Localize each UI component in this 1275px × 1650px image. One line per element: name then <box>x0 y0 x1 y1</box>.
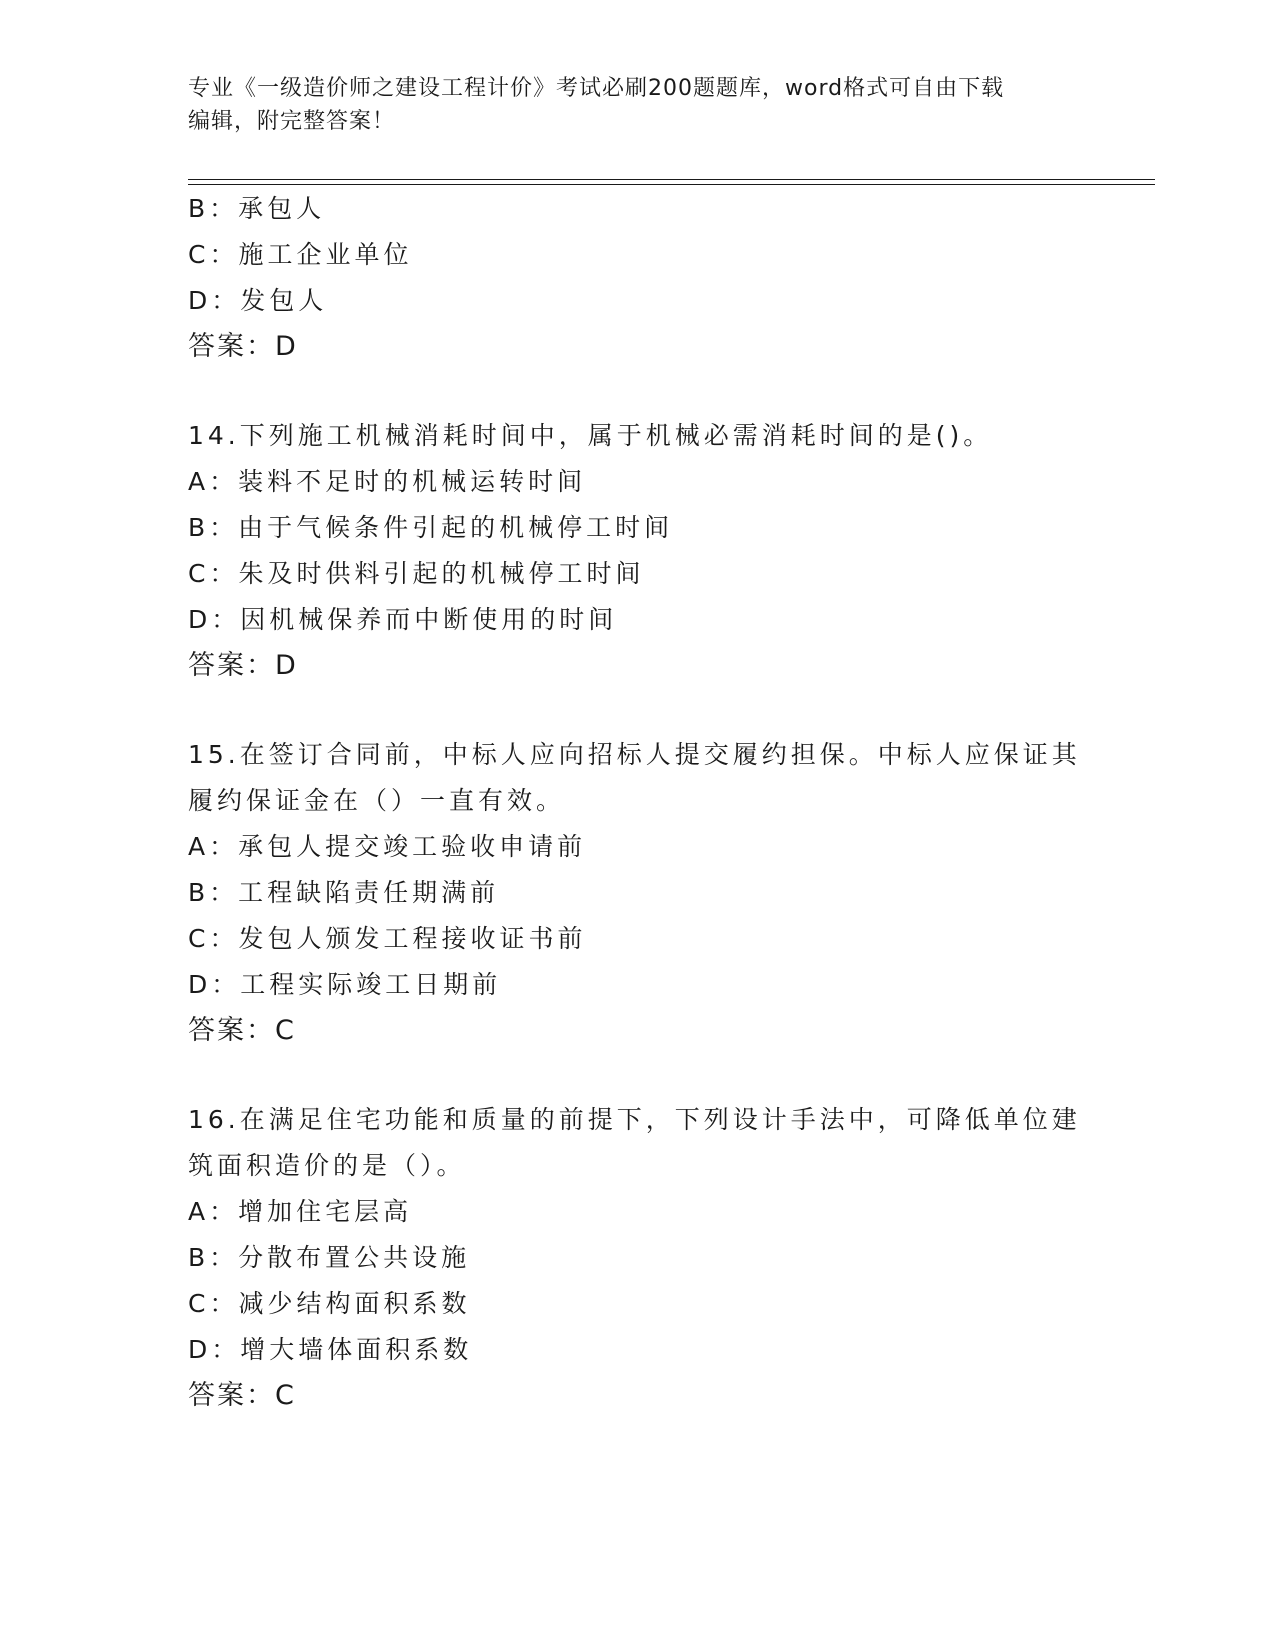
option-a: A：承包人提交竣工验收申请前 <box>188 832 587 861</box>
answer-line: 答案：C <box>188 1380 296 1411</box>
question-14 <box>188 413 1088 689</box>
header-title-line-2: 编辑，附完整答案！ <box>188 109 396 134</box>
question-13-continued <box>188 186 1088 370</box>
question-15 <box>188 732 1088 1054</box>
answer-line: 答案：D <box>188 331 298 362</box>
option-a: A：装料不足时的机械运转时间 <box>188 467 587 496</box>
question-stem: 14.下列施工机械消耗时间中，属于机械必需消耗时间的是()。 <box>188 421 993 450</box>
option-d: D：工程实际竣工日期前 <box>188 970 502 999</box>
option-b: B：由于气候条件引起的机械停工时间 <box>188 513 674 542</box>
question-stem-line-1: 15.在签订合同前，中标人应向招标人提交履约担保。中标人应保证其 <box>188 740 1081 769</box>
option-b: B：分散布置公共设施 <box>188 1243 471 1272</box>
question-16 <box>188 1097 1088 1419</box>
document-header <box>188 72 1068 138</box>
option-d: D：因机械保养而中断使用的时间 <box>188 605 618 634</box>
option-b: B：承包人 <box>188 194 326 223</box>
option-c: C：发包人颁发工程接收证书前 <box>188 924 587 953</box>
question-stem-line-2: 筑面积造价的是（）。 <box>188 1151 466 1180</box>
header-title-line-1: 专业《一级造价师之建设工程计价》考试必刷200题题库，word格式可自由下载 <box>188 76 1005 101</box>
option-c: C：施工企业单位 <box>188 240 413 269</box>
option-c: C：朱及时供料引起的机械停工时间 <box>188 559 645 588</box>
option-a: A：增加住宅层高 <box>188 1197 413 1226</box>
option-d: D：增大墙体面积系数 <box>188 1335 473 1364</box>
question-list <box>188 186 1088 1419</box>
question-stem-line-2: 履约保证金在（）一直有效。 <box>188 786 566 815</box>
option-d: D：发包人 <box>188 286 328 315</box>
answer-line: 答案：C <box>188 1015 296 1046</box>
answer-line: 答案：D <box>188 650 298 681</box>
header-divider <box>188 179 1155 185</box>
question-stem-line-1: 16.在满足住宅功能和质量的前提下，下列设计手法中，可降低单位建 <box>188 1105 1081 1134</box>
option-b: B：工程缺陷责任期满前 <box>188 878 500 907</box>
option-c: C：减少结构面积系数 <box>188 1289 471 1318</box>
